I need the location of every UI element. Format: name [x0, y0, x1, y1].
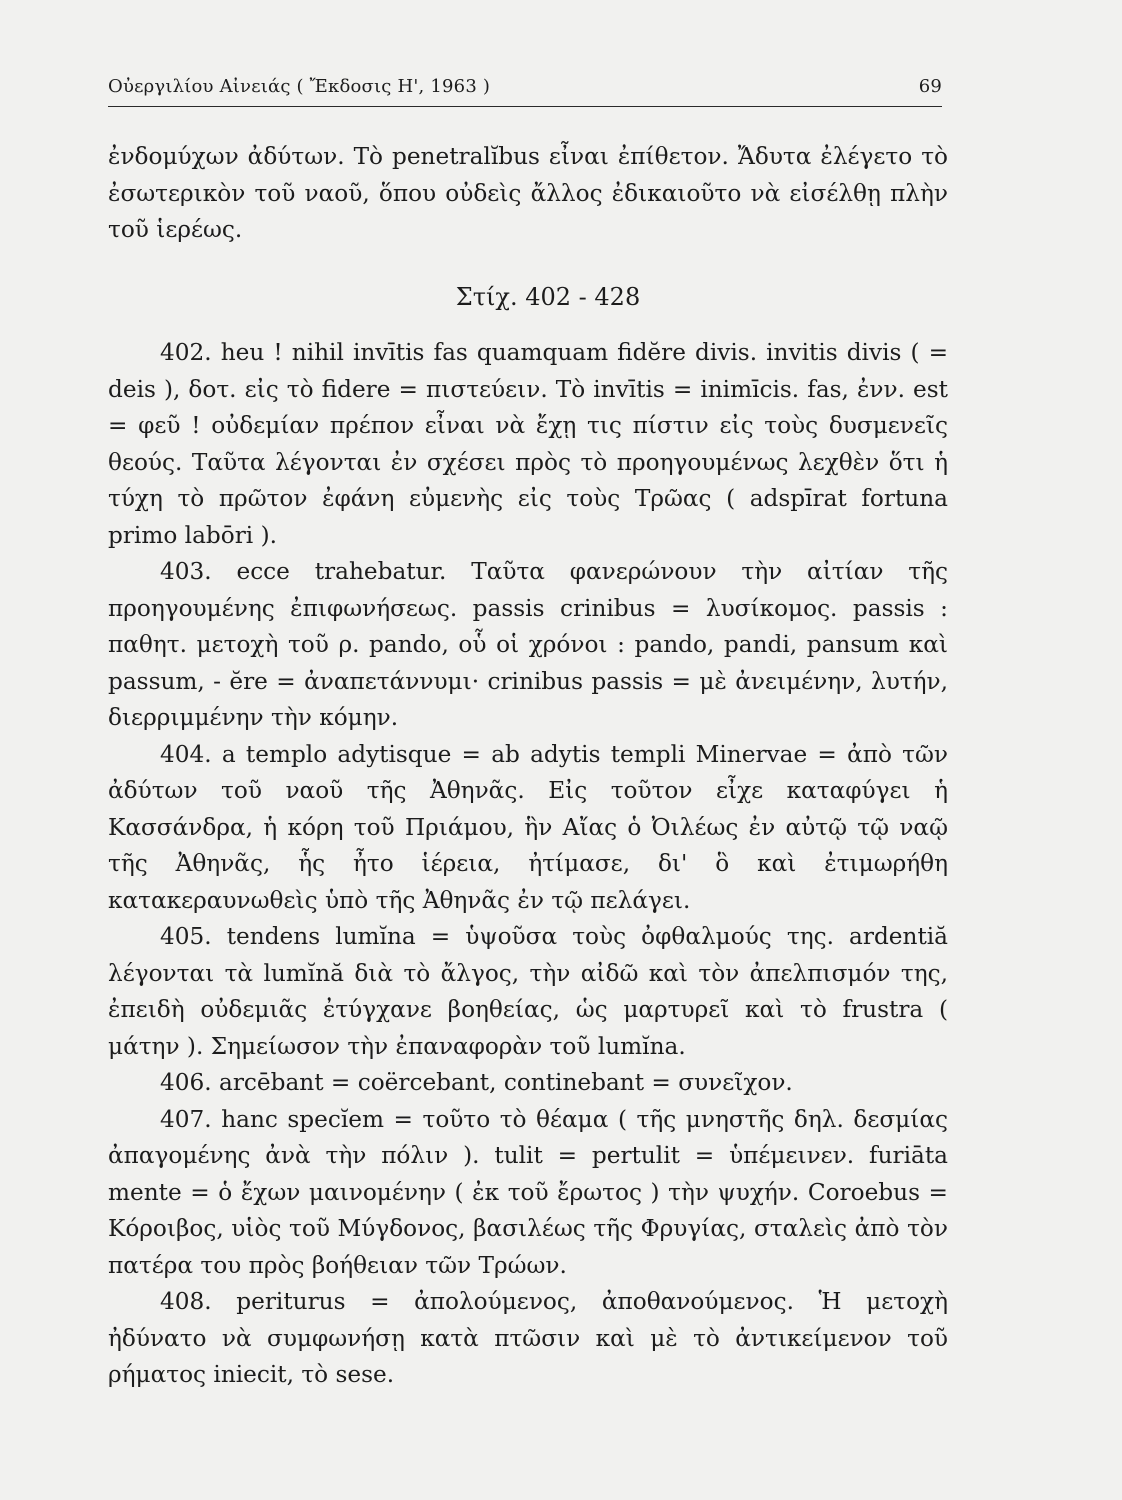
note-number: 402.	[160, 339, 212, 366]
page-body	[108, 139, 948, 1394]
note-text: arcēbant = coërcebant, continebant = συνεῖχον.	[219, 1069, 793, 1096]
section-heading: Στίχ. 402 - 428	[455, 282, 641, 311]
note-number: 404.	[160, 740, 212, 768]
note-number: 403.	[160, 558, 212, 585]
note-text: hanc specĭem = τοῦτο τὸ θέαμα ( τῆς μνηστῆς δηλ. δεσμίας ἀπαγομένης ἀνὰ τὴν πόλιν ). tulit = pertulit = ὑπέμεινεν. furiāta mente = ὁ ἔχων μαινομένην ( ἐκ τοῦ ἔρωτος ) τὴν ψυχήν. Coroebus = Κόροιβος, υἱὸς τοῦ Μύγδονος, βασιλέως τῆς Φρυγίας, σταλεὶς ἀπὸ τὸν πατέρα του πρὸς βοήθειαν τῶν Τρώων.	[108, 1105, 948, 1279]
intro-paragraph: ἐνδομύχων ἀδύτων. Τὸ penetralĭbus εἶναι ἐπίθετον. Ἄδυτα ἐλέγετο τὸ ἐσωτερικὸν τοῦ ναοῦ, ὅπου οὐδεὶς ἄλλος ἐδικαιοῦτο νὰ εἰσέλθῃ πλὴν τοῦ ἱερέως.	[108, 143, 948, 243]
page-number: 69	[918, 76, 942, 97]
running-header	[108, 74, 942, 107]
note-text: ecce trahebatur. Ταῦτα φανερώνουν τὴν αἰτίαν τῆς προηγουμένης ἐπιφωνήσεως. passis crinibus = λυσίκομος. passis : παθητ. μετοχὴ τοῦ ρ. pando, οὗ οἱ χρόνοι : pando, pandi, pansum καὶ passum, - ĕre = ἀναπετάννυμι· crinibus passis = μὲ ἀνειμένην, λυτήν, διερριμμένην τὴν κόμην.	[108, 558, 948, 731]
note-number: 405.	[160, 923, 212, 950]
note-text: tendens lumĭna = ὑψοῦσα τοὺς ὀφθαλμούς της. ardentiă λέγονται τὰ lumĭnă διὰ τὸ ἄλγος, τὴν αἰδῶ καὶ τὸν ἀπελπισμόν της, ἐπειδὴ οὐδεμιᾶς ἐτύγχανε βοηθείας, ὡς μαρτυρεῖ καὶ τὸ frustra ( μάτην ). Σημείωσον τὴν ἐπαναφορὰν τοῦ lumĭna.	[108, 923, 949, 1060]
note-402	[108, 335, 948, 554]
note-405	[108, 919, 948, 1065]
note-403	[108, 554, 948, 737]
running-title: Οὐεργιλίου Αἰνειάς ( Ἔκδοσις Η', 1963 )	[108, 76, 491, 97]
note-406	[108, 1065, 948, 1102]
note-404	[108, 737, 948, 920]
note-text: a templo adytisque = ab adytis templi Minervae = ἀπὸ τῶν ἀδύτων τοῦ ναοῦ τῆς Ἀθηνᾶς. Εἰς τοῦτον εἶχε καταφύγει ἡ Κασσάνδρα, ἡ κόρη τοῦ Πριάμου, ἣν Αἴας ὁ Ὀιλέως ἐν αὐτῷ τῷ ναῷ τῆς Ἀθηνᾶς, ἧς ἦτο ἱέρεια, ἠτίμασε, δι' ὃ καὶ ἐτιμωρήθη κατακεραυνωθεὶς ὑπὸ τῆς Ἀθηνᾶς ἐν τῷ πελάγει.	[108, 740, 948, 914]
note-text: periturus = ἀπολούμενος, ἀποθανούμενος. Ἡ μετοχὴ ἠδύνατο νὰ συμφωνήσῃ κατὰ πτῶσιν καὶ μὲ τὸ ἀντικείμενον τοῦ ρήματος iniecit, τὸ sese.	[108, 1288, 948, 1388]
note-number: 406.	[160, 1069, 212, 1096]
note-408	[108, 1284, 948, 1394]
note-text: heu ! nihil invītis fas quamquam fidĕre divis. invitis divis ( = deis ), δοτ. εἰς τὸ fidere = πιστεύειν. Τὸ invītis = inimīcis. fas, ἐνν. est = φεῦ ! οὐδεμίαν πρέπον εἶναι νὰ ἔχῃ τις πίστιν εἰς τοὺς δυσμενεῖς θεούς. Ταῦτα λέγονται ἐν σχέσει πρὸς τὸ προηγουμένως λεχθὲν ὅτι ἡ τύχη τὸ πρῶτον ἐφάνη εὐμενὴς εἰς τοὺς Τρῶας ( adspīrat fortuna primo labōri ).	[108, 339, 948, 549]
note-number: 408.	[160, 1288, 212, 1315]
note-407	[108, 1102, 948, 1285]
note-number: 407.	[160, 1105, 212, 1133]
